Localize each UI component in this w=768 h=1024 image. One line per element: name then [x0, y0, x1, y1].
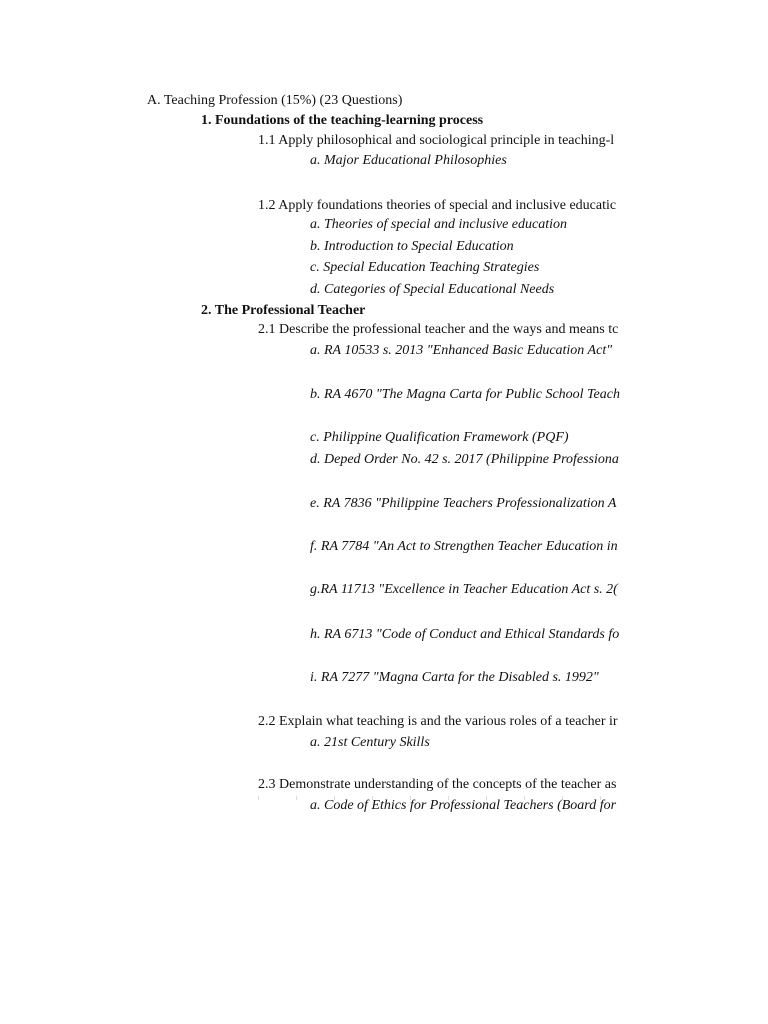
- subitem-1-2-b: b. Introduction to Special Education: [310, 239, 514, 254]
- item-2-3: 2.3 Demonstrate understanding of the concepts of the teacher as: [258, 777, 617, 792]
- subitem-1-2-d: d. Categories of Special Educational Needs: [310, 282, 555, 297]
- subitem-2-1-i: i. RA 7277 "Magna Carta for the Disabled s. 1992": [310, 670, 599, 685]
- item-2-1: 2.1 Describe the professional teacher and the ways and means tc: [258, 322, 619, 337]
- subitem-2-1-g: g.RA 11713 "Excellence in Teacher Education Act s. 2(: [310, 582, 618, 597]
- section-title: A. Teaching Profession (15%) (23 Questions): [147, 93, 403, 108]
- subitem-1-1-a: a. Major Educational Philosophies: [310, 153, 507, 168]
- subitem-2-1-c: c. Philippine Qualification Framework (PQF): [310, 430, 569, 445]
- subitem-2-1-h: h. RA 6713 "Code of Conduct and Ethical Standards fo: [310, 627, 620, 642]
- subitem-1-2-a: a. Theories of special and inclusive education: [310, 217, 568, 232]
- subitem-2-1-b: b. RA 4670 "The Magna Carta for Public School Teach: [310, 387, 620, 402]
- item-1-1: 1.1 Apply philosophical and sociological principle in teaching-l: [258, 133, 615, 148]
- item-1-2: 1.2 Apply foundations theories of special and inclusive educatic: [258, 198, 617, 213]
- subitem-2-2-a: a. 21st Century Skills: [310, 735, 430, 750]
- item-2-2: 2.2 Explain what teaching is and the various roles of a teacher ir: [258, 714, 618, 729]
- subitem-2-1-e: e. RA 7836 "Philippine Teachers Professionalization A: [310, 496, 617, 511]
- part2-heading: 2. The Professional Teacher: [201, 303, 366, 318]
- part1-heading: 1. Foundations of the teaching-learning process: [201, 113, 484, 128]
- subitem-2-1-d: d. Deped Order No. 42 s. 2017 (Philippine Professiona: [310, 452, 619, 467]
- subitem-2-1-f: f. RA 7784 "An Act to Strengthen Teacher Education in: [310, 539, 618, 554]
- subitem-2-1-a: a. RA 10533 s. 2013 "Enhanced Basic Education Act": [310, 343, 613, 358]
- subitem-2-3-a: a. Code of Ethics for Professional Teachers (Board for: [310, 798, 617, 813]
- subitem-1-2-c: c. Special Education Teaching Strategies: [310, 260, 540, 275]
